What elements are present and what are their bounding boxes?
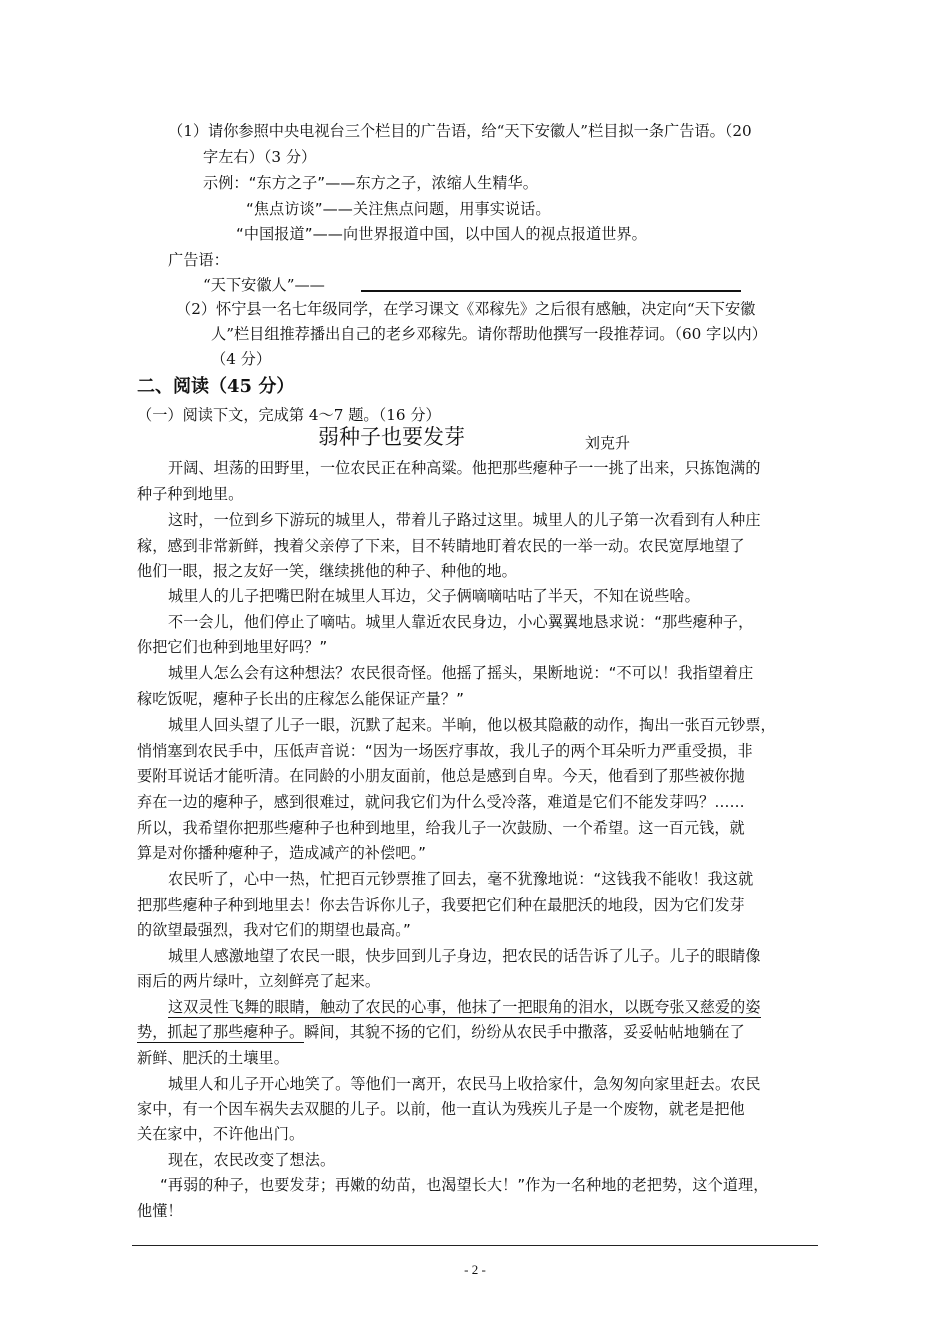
- q1-example2: “焦点访谈”——关注焦点问题，用事实说话。: [246, 200, 551, 218]
- article-line: 种子种到地里。: [137, 485, 244, 503]
- article-line: 稼，感到非常新鲜，拽着父亲停了下来，目不转睛地盯着农民的一举一动。农民宽厚地望了: [137, 537, 745, 555]
- footer-divider: [132, 1245, 818, 1246]
- article-line: 悄悄塞到农民手中，压低声音说：“因为一场医疗事故，我儿子的两个耳朵听力严重受损，非: [137, 742, 753, 760]
- article-line: 农民听了，心中一热，忙把百元钞票推了回去，毫不犹豫地说：“这钱我不能收！我这就: [168, 870, 754, 888]
- article-title: 弱种子也要发芽: [318, 425, 465, 449]
- article-author: 刘克升: [585, 434, 631, 452]
- section-heading: 二、阅读（45 分）: [137, 376, 295, 397]
- article-line: 开阔、坦荡的田野里，一位农民正在种高粱。他把那些瘪种子一一挑了出来，只拣饱满的: [168, 459, 761, 477]
- article-line: 他们一眼，报之友好一笑，继续挑他的种子、种他的地。: [137, 562, 517, 580]
- article-line: 你把它们也种到地里好吗？”: [137, 638, 328, 656]
- article-line: 城里人和儿子开心地笑了。等他们一离开，农民马上收拾家什，急匆匆向家里赶去。农民: [168, 1075, 761, 1093]
- article-line: 家中，有一个因车祸失去双腿的儿子。以前，他一直认为残疾儿子是一个废物，就老是把他: [137, 1100, 745, 1118]
- q2-line3: （4 分）: [211, 350, 272, 368]
- article-line: 现在，农民改变了想法。: [168, 1151, 336, 1169]
- article-line: 要附耳说话才能听清。在同龄的小朋友面前，他总是感到自卑。今天，他看到了那些被你抛: [137, 767, 745, 785]
- article-line: 把那些瘪种子种到地里去！你去告诉你儿子，我要把它们种在最肥沃的地段，因为它们发芽: [137, 896, 745, 914]
- article-text: 瞬间，其貌不扬的它们，纷纷从农民手中撒落，妥妥帖帖地躺在了: [304, 1023, 745, 1041]
- section-subheading: （一）阅读下文，完成第 4～7 题。（16 分）: [137, 406, 441, 424]
- q1-example1: 示例：“东方之子”——东方之子，浓缩人生精华。: [203, 174, 538, 192]
- underlined-text: 势，抓起了那些瘪种子。: [137, 1023, 305, 1041]
- q2-line2: 人”栏目组推荐播出自己的老乡邓稼先。请你帮助他撰写一段推荐词。（60 字以内）: [211, 325, 767, 343]
- article-line: 城里人怎么会有这种想法？农民很奇怪。他摇了摇头，果断地说：“不可以！我指望着庄: [168, 664, 754, 682]
- article-line: [137, 1021, 745, 1043]
- page-number: - 2 -: [464, 1262, 486, 1277]
- article-line: 城里人的儿子把嘴巴附在城里人耳边，父子俩嘀嘀咕咕了半天，不知在说些啥。: [168, 587, 700, 605]
- article-line: 雨后的两片绿叶，立刻鲜亮了起来。: [137, 972, 381, 990]
- article-line: 他懂！: [137, 1202, 183, 1220]
- q1-ad-label: 广告语：: [168, 251, 229, 269]
- article-line: 不一会儿，他们停止了嘀咕。城里人靠近农民身边，小心翼翼地恳求说：“那些瘪种子，: [168, 613, 754, 631]
- article-line: 城里人感激地望了农民一眼，快步回到儿子身边，把农民的话告诉了儿子。儿子的眼睛像: [168, 947, 761, 965]
- underlined-sentence: [168, 996, 761, 1018]
- article-line: 关在家中，不许他出门。: [137, 1125, 305, 1143]
- article-line: 弃在一边的瘪种子，感到很难过，就问我它们为什么受冷落，难道是它们不能发芽吗？……: [137, 793, 745, 811]
- article-line: 算是对你播种瘪种子，造成减产的补偿吧。”: [137, 844, 427, 862]
- q1-line1: （1）请你参照中央电视台三个栏目的广告语，给“天下安徽人”栏目拟一条广告语。（20: [168, 122, 752, 140]
- article-line: 这时，一位到乡下游玩的城里人，带着儿子路过这里。城里人的儿子第一次看到有人种庄: [168, 511, 761, 529]
- article-line: 新鲜、肥沃的土壤里。: [137, 1049, 289, 1067]
- article-line: 稼吃饭呢，瘪种子长出的庄稼怎么能保证产量？”: [137, 690, 464, 708]
- article-line: 城里人回头望了儿子一眼，沉默了起来。半晌，他以极其隐蔽的动作，掏出一张百元钞票，: [168, 716, 776, 734]
- q1-example3: “中国报道”——向世界报道中国，以中国人的视点报道世界。: [236, 225, 647, 243]
- q1-line2: 字左右）（3 分）: [203, 148, 317, 166]
- q1-ad-prefix: “天下安徽人”——: [203, 276, 325, 294]
- article-line: 的欲望最强烈，我对它们的期望也最高。”: [137, 921, 411, 939]
- article-line: 所以，我希望你把那些瘪种子也种到地里，给我儿子一次鼓励、一个希望。这一百元钱，就: [137, 819, 745, 837]
- article-line: “再弱的种子，也要发芽；再嫩的幼苗，也渴望长大！”作为一名种地的老把势，这个道理，: [160, 1176, 769, 1194]
- underlined-text: 这双灵性飞舞的眼睛，触动了农民的心事，他抹了一把眼角的泪水，以既夸张又慈爱的姿: [168, 998, 761, 1016]
- q2-line1: （2）怀宁县一名七年级同学，在学习课文《邓稼先》之后很有感触，决定向“天下安徽: [176, 300, 756, 318]
- answer-blank-line: [361, 290, 741, 292]
